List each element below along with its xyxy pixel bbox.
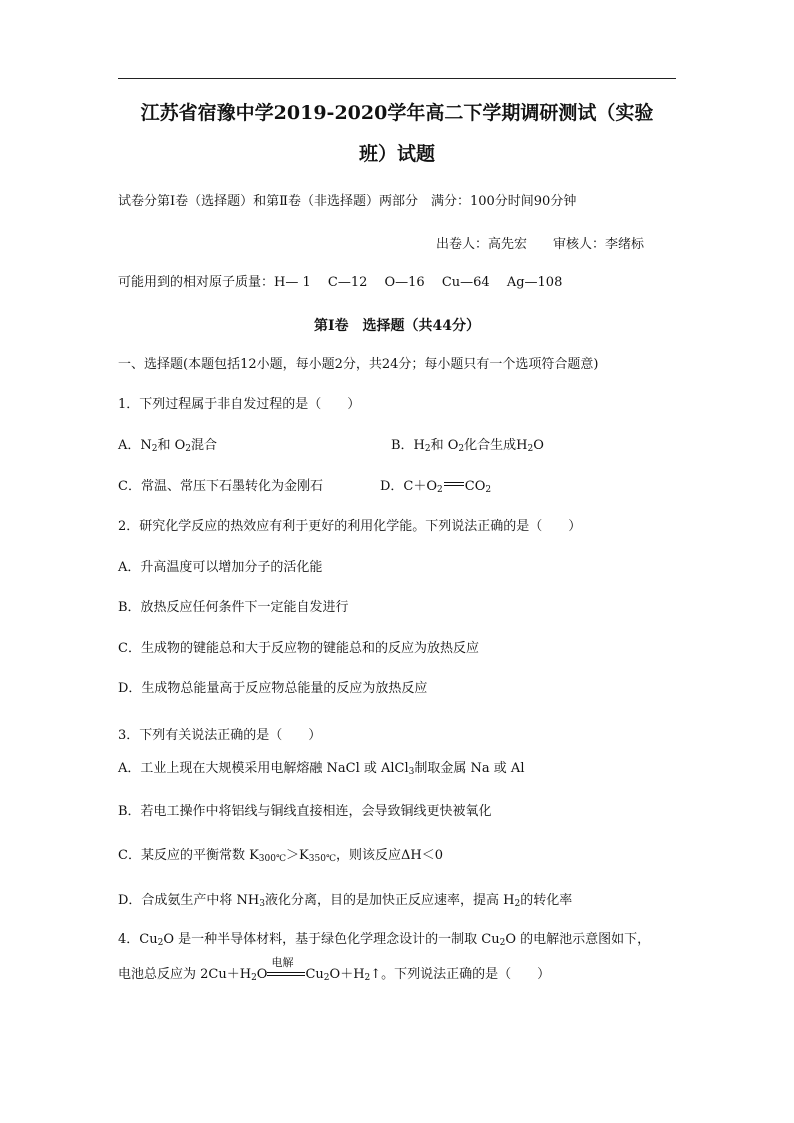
text: O <box>256 967 268 982</box>
page-title-line1: 江苏省宿豫中学2019-2020学年高二下学期调研测试（实验 <box>140 102 654 124</box>
text: 4．Cu <box>118 932 158 947</box>
text: C．某反应的平衡常数 K <box>118 848 259 863</box>
q4-reaction-line <box>118 956 551 984</box>
text: A．N <box>118 438 152 453</box>
equals-sign-icon <box>443 480 465 490</box>
subscript: 2 <box>437 485 443 495</box>
subscript: 3 <box>408 767 415 777</box>
text: D．C＋O <box>380 479 438 494</box>
subscript: 2 <box>323 973 330 983</box>
text: ＞K <box>286 848 309 863</box>
atomic-masses: 可能用到的相对原子质量：H— 1 C—12 O—16 Cu—64 Ag—108 <box>118 275 563 290</box>
text: O＋H <box>329 967 365 982</box>
text: 和 O <box>157 438 186 453</box>
text: O 的电解池示意图如下， <box>505 932 651 947</box>
q3-option-d <box>118 892 572 910</box>
subscript: 2 <box>151 444 158 454</box>
subscript: 2 <box>185 444 192 454</box>
exam-note: 试卷分第Ⅰ卷（选择题）和第Ⅱ卷（非选择题）两部分 满分：100分时间90分钟 <box>118 194 577 209</box>
subscript: 2 <box>527 444 534 454</box>
subscript: 300℃ <box>258 854 287 864</box>
text: D．合成氨生产中将 NH <box>118 893 260 908</box>
subscript: 350℃ <box>308 854 337 864</box>
text: 和 O <box>430 438 459 453</box>
text: B．H <box>391 438 425 453</box>
text: 液化分离，目的是加快正反应速率，提高 H <box>265 893 515 908</box>
subscript: 3 <box>259 899 266 909</box>
text: 制取金属 Na 或 Al <box>414 761 525 776</box>
subscript: 2 <box>485 485 492 495</box>
text: O 是一种半导体材料，基于绿色化学理念设计的一制取 Cu <box>163 932 500 947</box>
text: 的转化率 <box>520 893 573 908</box>
q2-stem: 2．研究化学反应的热效应有利于更好的利用化学能。下列说法正确的是（ ） <box>118 519 582 534</box>
section-instructions: 一、选择题(本题包括12小题，每小题2分，共24分；每小题只有一个选项符合题意) <box>118 357 599 372</box>
subscript: 2 <box>424 444 431 454</box>
q1-stem: 1．下列过程属于非自发过程的是（ ） <box>118 397 361 412</box>
reaction-condition: 电解 <box>271 956 294 969</box>
q2-option-c: C．生成物的键能总和大于反应物的键能总和的反应为放热反应 <box>118 641 479 656</box>
q2-option-a: A．升高温度可以增加分子的活化能 <box>118 560 323 575</box>
q3-option-b: B．若电工操作中将铝线与铜线直接相连，会导致铜线更快被氧化 <box>118 804 492 819</box>
q4-stem <box>118 931 650 949</box>
section-title: 第Ⅰ卷 选择题（共44分） <box>313 318 481 334</box>
q1-option-c: C．常温、常压下石墨转化为金刚石 <box>118 479 323 494</box>
subscript: 2 <box>514 899 521 909</box>
q1-option-a <box>118 437 217 455</box>
text: 化合生成H <box>464 438 528 453</box>
authors: 出卷人：高先宏 审核人：李绪标 <box>435 237 644 252</box>
subscript: 2 <box>251 973 257 983</box>
reaction-arrow-icon <box>267 956 305 980</box>
text: 电池总反应为 2Cu＋H <box>118 967 252 982</box>
subscript: 2 <box>364 973 371 983</box>
q2-option-d: D．生成物总能量高于反应物总能量的反应为放热反应 <box>118 681 428 696</box>
q3-stem: 3．下列有关说法正确的是（ ） <box>118 728 322 743</box>
q2-option-b: B．放热反应任何条件下一定能自发进行 <box>118 600 349 615</box>
text: 混合 <box>191 438 218 453</box>
q1-option-d <box>380 478 491 496</box>
subscript: 2 <box>458 444 465 454</box>
header-rule <box>118 78 676 79</box>
subscript: 2 <box>499 938 506 948</box>
q1-option-b <box>391 437 544 455</box>
page-title-line2: 班）试题 <box>358 143 435 165</box>
text: CO <box>464 479 486 494</box>
text: O <box>533 438 544 453</box>
text: A．工业上现在大规模采用电解熔融 NaCl 或 AlCl <box>118 761 409 776</box>
q3-option-c <box>118 847 443 865</box>
subscript: 2 <box>157 938 164 948</box>
text: Cu <box>305 967 324 982</box>
text: ，则该反应ΔH＜0 <box>336 848 444 863</box>
text: ↑。下列说法正确的是（ ） <box>370 967 551 982</box>
q3-option-a <box>118 760 524 778</box>
